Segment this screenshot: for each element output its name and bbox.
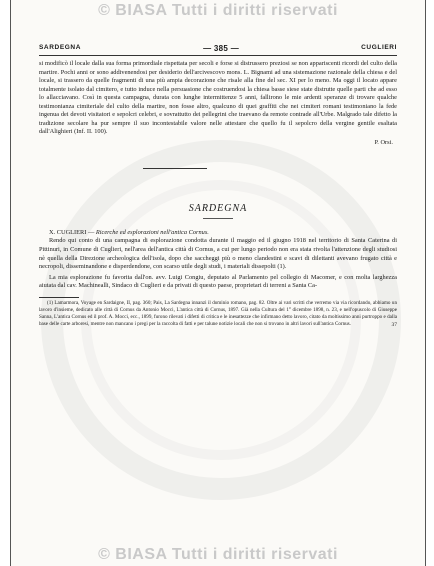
running-header	[39, 44, 397, 56]
subheading-title: Ricerche ed esplorazioni nell'antica Cornus.	[95, 228, 209, 236]
paragraph-1: si modificò il locale dalla sua forma primordiale rispettata per secoli e forse si distrussero preziosi se non appariscenti ricordi del culto della martire. Pochi anni or sono addivenendosi per desiderio dell'arcivescovo mons. L. Bignami ad una sistemazione razionale della chiesa e del locale, si trassero da quelle fragmenti di una più ampia decorazione che risale alla fine del sec. XI per lo meno. Ma oggi il locato appare totalmente isolato dal cimitero, e tutto induce nella persuasione che costruendosi la chiesa basse siese state distrutte quelle parti che ad esso lo allacciavano. Così in questa campagna, durata con lunghe intermittenze 5 anni, fallirono le mie ardenti speranze di trovare qualche testimonianza cimiteriale del culto della martire, non fosse altro, qualcuno di quei graffiti che nei cimiteri romani testimoniano la fede ingenua dei devoti visitatori e sepolcri celebri, e sovrattutto dei pellegrini che traevano da remote contrade all'Urbe. Malgrado tale difetto la tradizione secolare ha pur sempre il suo incontestabile valore nelle attestare che quello fu il sepolcro della vergine gentile esaltata dall'Alighieri (Inf. II. 100).	[39, 60, 397, 136]
section-title-rule	[203, 218, 233, 219]
subheading-number: X. CUGLIERI —	[49, 228, 95, 236]
header-right: CUGLIERI	[361, 44, 397, 51]
section-title: SARDEGNA	[188, 202, 248, 214]
section-divider	[143, 168, 207, 169]
header-left: SARDEGNA	[39, 44, 81, 51]
page-content	[39, 44, 397, 328]
footnote: (1) Lamarmora, Voyage en Sardaigne, II, pag. 360; Pais, La Sardegna innanzi il dominio romano, pag. 82. Oltre ai vari scritti che verremo via via ricordando, abbiamo un lavoro d'insieme, dedicato alle città di Cornus da Antonio Mocci, L'antica città di Cornus, 1897. Già nella Cultura del 1° dicembre 1898, n. 23, e nell'opuscolo di Giuseppe Sanna, L'antica Cornus ed il prof. A. Mocci, ecc., 1899, furono rilevati i difetti di critica e le inesattezze che infirmano detto lavoro, citato da moltissimo anni purtroppo e dalla base delle carte arboresi, mentre non mancano i pregi per la raccolta di fatti e per talune notizie locali che non si trovano in altri lavori sull'antica Cornus.	[39, 299, 397, 328]
watermark-bottom: © BIASA Tutti i diritti riservati	[98, 546, 338, 563]
subheading	[39, 229, 397, 238]
page-scan	[10, 0, 426, 566]
paragraph-3: La mia esplorazione fu favorita dall'on. avv. Luigi Congiu, deputato al Parlamento pel collegio di Macomer, e con molta larghezza aiutata dal cav. Machinealli, Sindaco di Cuglieri e da privati di questo paese, proprietari di terreni a Santa Ca-	[39, 273, 397, 290]
watermark-top: © BIASA Tutti i diritti riservati	[98, 2, 338, 19]
footnote-separator	[39, 297, 79, 298]
paragraph-2: Rendo qui conto di una campagna di esplorazione condotta durante il maggio ed il giugno 1918 nel territorio di Santa Caterina di Pittinuri, in Comune di Cuglieri, nell'area dell'antica città di Cornus, a cui per lungo periodo non era stata rivolta l'attenzione degli studiosi nè quella della Direzione archeologica dell'isola, dopo che saccheggi più o meno clandestini e scavi di dilettanti avevano frugato città e necropoli, disseminandone e disperdendone, con scarso utile degli studi, i materiali dissepolti (1).	[39, 237, 397, 271]
sheet-mark: 37	[391, 322, 397, 329]
signature: P. Orsi.	[374, 138, 393, 146]
page-number: — 385 —	[203, 44, 240, 53]
